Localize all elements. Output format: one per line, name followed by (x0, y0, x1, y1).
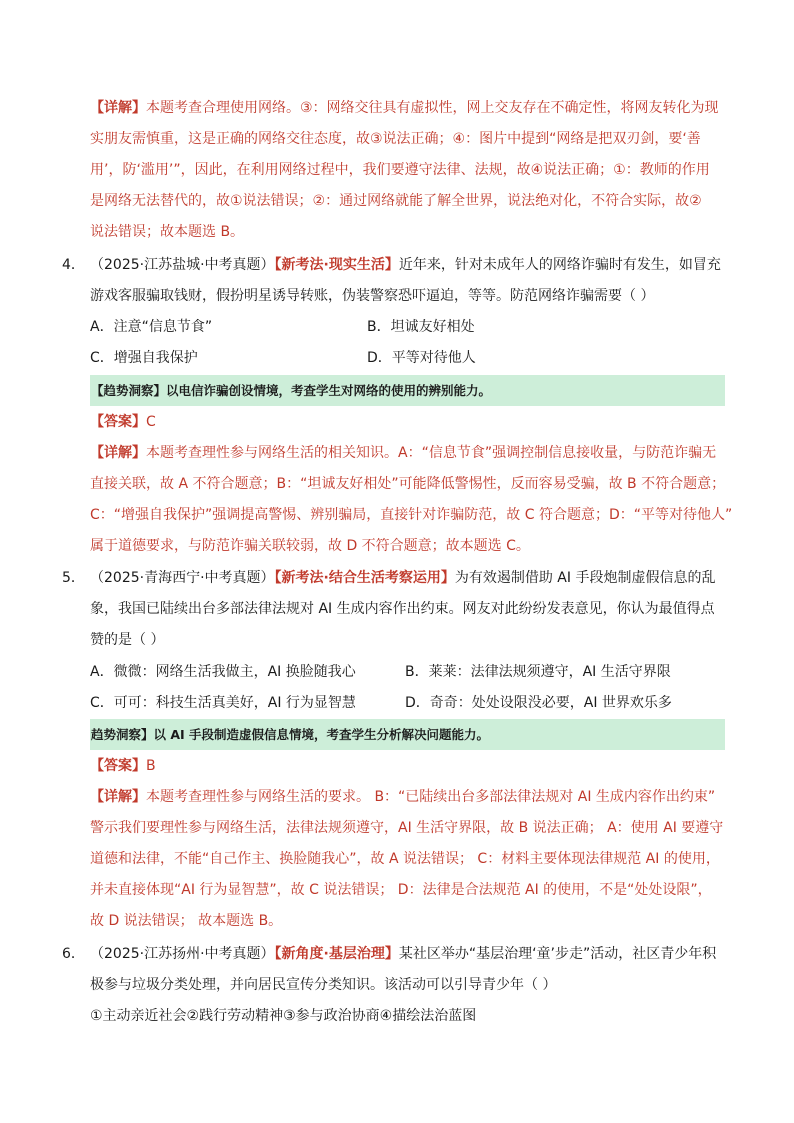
q5-detail (90, 782, 726, 937)
trend-text: 以电信诈骗创设情境，考查学生对网络的使用的辨别能力。 (166, 383, 492, 398)
trend-text: 以 AI 手段制造虚假信息情境，考查学生分析解决问题能力。 (153, 727, 490, 742)
question-choices: ①主动亲近社会②践行劳动精神③参与政治协商④描绘法治蓝图 (90, 1008, 477, 1024)
q5-stem (90, 563, 726, 656)
question-number: 6． (62, 946, 85, 962)
detail-label: 【详解】 (90, 445, 146, 461)
q5-options (90, 657, 672, 719)
detail-text: 警示我们要理性参与网络生活，法律法规须遵守，AI 生活守界限，故 B 说法正确； A：使用 AI 要遵守 (90, 820, 724, 836)
question-stem: 某社区举办“基层治理‘童’步走”活动，社区青少年积 (398, 946, 717, 962)
detail-text: 用’，防‘滥用’”，因此，在利用网络过程中，我们要遵守法律、法规，故④说法正确；①：教师的作用 (90, 162, 710, 178)
answer-value: C (146, 414, 156, 430)
answer-value: B (146, 758, 156, 774)
question-number: 5． (62, 570, 85, 586)
question-stem: 象，我国已陆续出台多部法律法规对 AI 生成内容作出约束。网友对此纷纷发表意见，你认为最值得点 (90, 601, 715, 617)
answer-label: 【答案】 (90, 414, 146, 430)
question-stem: 为有效遏制借助 AI 手段炮制虚假信息的乱 (454, 570, 716, 586)
detail-text: C：“增强自我保护”强调提高警惕、辨别骗局，直接针对诈骗防范，故 C 符合题意；D：“平等对待他人” (90, 507, 733, 523)
question-stem: 极参与垃圾分类处理，并向居民宣传分类知识。该活动可以引导青少年（ ） (90, 977, 557, 993)
q6-stem (90, 939, 726, 1032)
trend-label: 【趋势洞察】 (91, 383, 167, 398)
detail-text: 属于道德要求，与防范诈骗关联较弱，故 D 不符合题意；故本题选 C。 (90, 538, 530, 554)
question-tag: 【新考法·现实生活】 (274, 257, 399, 273)
trend-insight-banner (90, 719, 725, 750)
detail-text: 说法错误；故本题选 B。 (90, 224, 245, 240)
detail-text: 实朋友需慎重，这是正确的网络交往态度，故③说法正确；④：图片中提到“网络是把双刃剑，要‘善 (90, 131, 701, 147)
detail-text: 故 D 说法错误； 故本题选 B。 (90, 913, 283, 929)
question-source: （2025·江苏盐城·中考真题） (90, 257, 275, 273)
question-stem: 游戏客服骗取钱财，假扮明星诱导转账，伪装警察恐吓逼迫，等等。防范网络诈骗需要（ ） (90, 288, 655, 304)
detail-text: 并未直接体现“AI 行为显智慧”，故 C 说法错误； D：法律是合法规范 AI 的使用，不是“处处设限”， (90, 882, 712, 898)
question-stem: 赞的是（ ） (90, 632, 165, 648)
q3-detail (90, 93, 726, 248)
question-source: （2025·江苏扬州·中考真题） (90, 946, 275, 962)
detail-text: 本题考查理性参与网络生活的要求。 B：“已陆续出台多部法律法规对 AI 生成内容作出约束” (146, 789, 716, 805)
q5-answer (90, 751, 726, 782)
option-c: C．可可：科技生活真美好，AI 行为显智慧 (90, 695, 356, 711)
detail-text: 本题考查合理使用网络。③：网络交往具有虚拟性，网上交友存在不确定性，将网友转化为现 (146, 100, 719, 116)
option-b: B．莱莱：法律法规须遵守，AI 生活守界限 (405, 664, 671, 680)
q4-answer (90, 407, 726, 438)
trend-insight-banner (90, 375, 725, 406)
q4-stem (90, 250, 726, 312)
option-d: D．奇奇：处处设限没必要，AI 世界欢乐多 (405, 695, 672, 711)
option-c: C．增强自我保护 (90, 350, 198, 366)
trend-label: 趋势洞察】 (91, 727, 154, 742)
option-b: B．坦诚友好相处 (367, 319, 475, 335)
detail-text: 直接关联，故 A 不符合题意；B：“坦诚友好相处”可能降低警惕性，反而容易受骗，故 B 不符合题意； (90, 476, 726, 492)
q4-detail (90, 438, 740, 562)
detail-text: 道德和法律，不能“自己作主、换脸随我心”，故 A 说法错误； C：材料主要体现法律规范 AI 的使用， (90, 851, 720, 867)
detail-text: 是网络无法替代的，故①说法错误；②：通过网络就能了解全世界，说法绝对化，不符合实际，故② (90, 193, 702, 209)
question-tag: 【新考法·结合生活考察运用】 (274, 570, 455, 586)
detail-text: 本题考查理性参与网络生活的相关知识。A：“信息节食”强调控制信息接收量，与防范诈骗无 (146, 445, 717, 461)
option-a: A．微微：网络生活我做主，AI 换脸随我心 (90, 664, 356, 680)
option-a: A．注意“信息节食” (90, 319, 213, 335)
detail-label: 【详解】 (90, 100, 146, 116)
question-tag: 【新角度·基层治理】 (274, 946, 399, 962)
question-source: （2025·青海西宁·中考真题） (90, 570, 275, 586)
question-number: 4． (62, 257, 85, 273)
detail-label: 【详解】 (90, 789, 146, 805)
q4-options (90, 312, 476, 374)
option-d: D．平等对待他人 (367, 350, 476, 366)
question-stem: 近年来，针对未成年人的网络诈骗时有发生，如冒充 (398, 257, 721, 273)
answer-label: 【答案】 (90, 758, 146, 774)
